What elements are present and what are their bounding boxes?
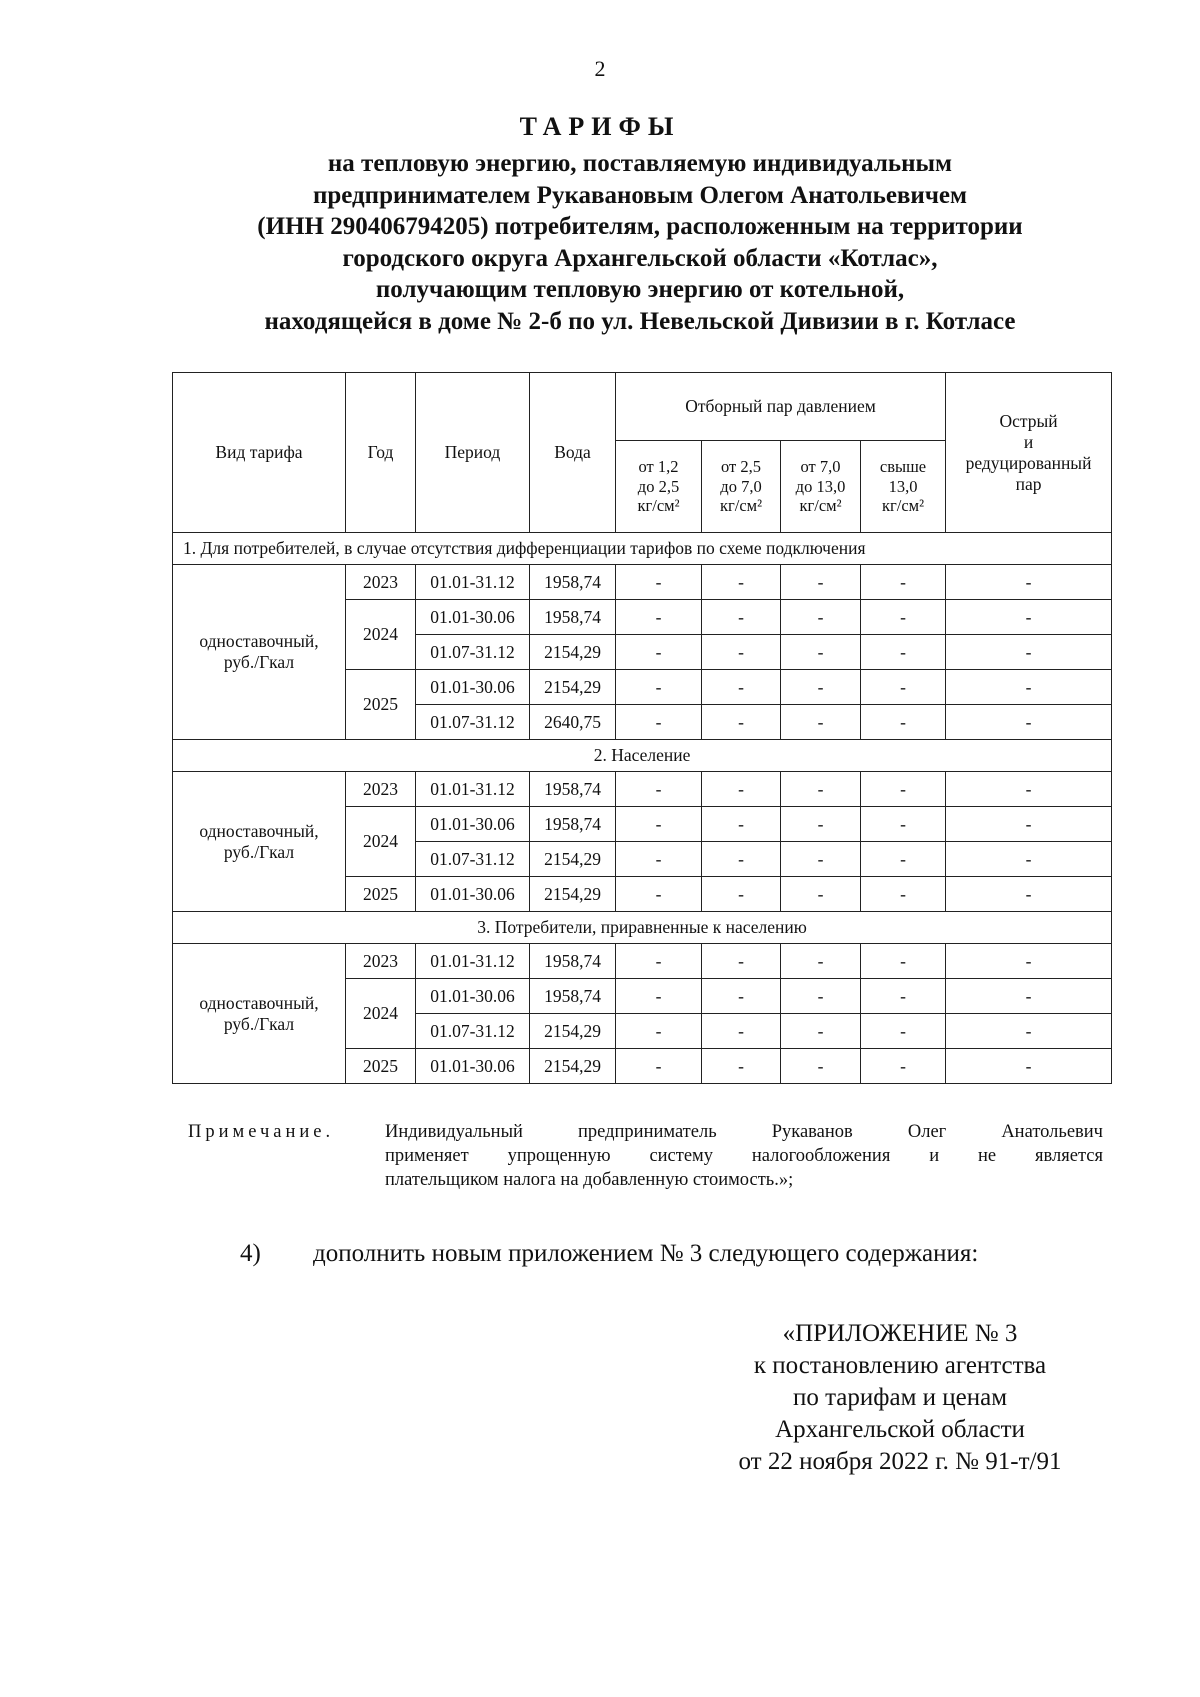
note-line: применяет упрощенную систему налогообложения и не является xyxy=(385,1146,1103,1166)
pressure-line: до 13,0 xyxy=(795,476,846,496)
period-cell: 01.01-31.12 xyxy=(416,565,530,600)
pressure-line: от 2,5 xyxy=(721,456,761,476)
steam-cell: - xyxy=(702,565,781,600)
period-cell: 01.01-30.06 xyxy=(416,877,530,912)
steam-cell: - xyxy=(702,705,781,740)
note-label: Примечание. xyxy=(188,1122,335,1142)
pressure-line: от 7,0 xyxy=(800,456,841,476)
water-cell: 1958,74 xyxy=(530,772,616,807)
section-title: 1. Для потребителей, в случае отсутствия дифференциации тарифов по схеме подключения xyxy=(173,533,1112,565)
steam-cell: - xyxy=(861,772,946,807)
steam-cell: - xyxy=(781,772,861,807)
period-cell: 01.01-30.06 xyxy=(416,670,530,705)
year-cell: 2024 xyxy=(346,807,416,877)
header-pressure-1 xyxy=(616,441,702,533)
steam-cell: - xyxy=(861,670,946,705)
steam-cell: - xyxy=(616,807,702,842)
steam-cell: - xyxy=(616,877,702,912)
subtitle-line: находящейся в доме № 2-б по ул. Невельской Дивизии в г. Котласе xyxy=(264,307,1016,335)
year-cell: 2024 xyxy=(346,979,416,1049)
sharp-steam-cell: - xyxy=(946,877,1112,912)
tariff-type-line: руб./Гкал xyxy=(223,841,295,862)
subtitle-line: на тепловую энергию, поставляемую индивидуальным xyxy=(327,150,953,177)
subtitle-line: получающим тепловую энергию от котельной, xyxy=(375,276,905,303)
steam-cell: - xyxy=(702,877,781,912)
steam-cell: - xyxy=(702,842,781,877)
sharp-steam-cell: - xyxy=(946,842,1112,877)
pressure-line: до 7,0 xyxy=(720,476,762,496)
tariff-type-line: одноставочный, xyxy=(199,631,319,651)
year-cell: 2023 xyxy=(346,565,416,600)
steam-cell: - xyxy=(781,565,861,600)
sharp-steam-cell: - xyxy=(946,979,1112,1014)
steam-cell: - xyxy=(616,705,702,740)
steam-cell: - xyxy=(861,600,946,635)
steam-cell: - xyxy=(702,807,781,842)
subtitle-line: городского округа Архангельской области «Котлас», xyxy=(342,244,938,272)
steam-cell: - xyxy=(781,877,861,912)
header-period: Период xyxy=(416,373,530,533)
water-cell: 2154,29 xyxy=(530,1014,616,1049)
sharp-steam-cell: - xyxy=(946,807,1112,842)
steam-cell: - xyxy=(616,944,702,979)
period-cell: 01.01-31.12 xyxy=(416,944,530,979)
note-text xyxy=(385,1120,1103,1192)
table-row xyxy=(173,772,1112,807)
pressure-line: до 2,5 xyxy=(637,476,680,496)
water-cell: 1958,74 xyxy=(530,979,616,1014)
header-sharp-line: и xyxy=(1023,431,1034,452)
sharp-steam-cell: - xyxy=(946,670,1112,705)
tariff-type-cell xyxy=(173,565,346,740)
water-cell: 2640,75 xyxy=(530,705,616,740)
header-sharp-steam xyxy=(946,373,1112,533)
pressure-line: кг/см² xyxy=(799,496,842,516)
sharp-steam-cell: - xyxy=(946,1049,1112,1084)
header-pressure-4 xyxy=(861,441,946,533)
subtitle-line: предпринимателем Рукавановым Олегом Анатольевичем xyxy=(312,181,968,209)
period-cell: 01.07-31.12 xyxy=(416,635,530,670)
steam-cell: - xyxy=(616,1049,702,1084)
header-year: Год xyxy=(346,373,416,533)
steam-cell: - xyxy=(861,565,946,600)
pressure-line: свыше xyxy=(879,456,927,476)
header-sharp-line: редуцированный xyxy=(965,452,1092,473)
steam-cell: - xyxy=(702,979,781,1014)
item-text: дополнить новым приложением № 3 следующего содержания: xyxy=(313,1240,979,1267)
steam-cell: - xyxy=(861,705,946,740)
header-selected-steam: Отборный пар давлением xyxy=(616,373,946,441)
annex-line: «ПРИЛОЖЕНИЕ № 3 xyxy=(782,1320,1018,1347)
steam-cell: - xyxy=(616,1014,702,1049)
period-cell: 01.01-30.06 xyxy=(416,600,530,635)
pressure-line: кг/см² xyxy=(719,496,763,516)
subtitle-line: (ИНН 290406794205) потребителям, расположенным на территории xyxy=(257,213,1023,240)
tariff-type-line: руб./Гкал xyxy=(223,1013,295,1034)
section-row xyxy=(173,740,1112,772)
water-cell: 2154,29 xyxy=(530,1049,616,1084)
item-number: 4) xyxy=(240,1240,261,1267)
document-subtitle xyxy=(150,148,1130,337)
steam-cell: - xyxy=(702,600,781,635)
table-row xyxy=(173,944,1112,979)
steam-cell: - xyxy=(781,1049,861,1084)
header-pressure-2 xyxy=(702,441,781,533)
sharp-steam-cell: - xyxy=(946,1014,1112,1049)
steam-cell: - xyxy=(616,635,702,670)
year-cell: 2023 xyxy=(346,772,416,807)
steam-cell: - xyxy=(781,705,861,740)
header-tariff-type: Вид тарифа xyxy=(173,373,346,533)
sharp-steam-cell: - xyxy=(946,600,1112,635)
steam-cell: - xyxy=(781,600,861,635)
tariff-table xyxy=(172,372,1112,1084)
sharp-steam-cell: - xyxy=(946,635,1112,670)
annex-line: Архангельской области xyxy=(775,1416,1025,1443)
water-cell: 2154,29 xyxy=(530,635,616,670)
period-cell: 01.01-31.12 xyxy=(416,772,530,807)
steam-cell: - xyxy=(702,1014,781,1049)
year-cell: 2024 xyxy=(346,600,416,670)
annex-line: к постановлению агентства xyxy=(753,1352,1047,1379)
steam-cell: - xyxy=(781,1014,861,1049)
water-cell: 1958,74 xyxy=(530,944,616,979)
header-pressure-3 xyxy=(781,441,861,533)
document-title: ТАРИФЫ xyxy=(519,112,681,141)
steam-cell: - xyxy=(781,807,861,842)
steam-cell: - xyxy=(861,877,946,912)
steam-cell: - xyxy=(702,635,781,670)
period-cell: 01.01-30.06 xyxy=(416,979,530,1014)
sharp-steam-cell: - xyxy=(946,772,1112,807)
water-cell: 1958,74 xyxy=(530,600,616,635)
sharp-steam-cell: - xyxy=(946,565,1112,600)
water-cell: 2154,29 xyxy=(530,670,616,705)
pressure-line: кг/см² xyxy=(881,496,925,516)
year-cell: 2025 xyxy=(346,877,416,912)
header-sharp-line: Острый xyxy=(999,410,1058,431)
steam-cell: - xyxy=(702,944,781,979)
sharp-steam-cell: - xyxy=(946,705,1112,740)
water-cell: 1958,74 xyxy=(530,807,616,842)
period-cell: 01.07-31.12 xyxy=(416,1014,530,1049)
annex-line: от 22 ноября 2022 г. № 91-т/91 xyxy=(738,1448,1062,1475)
tariff-type-line: одноставочный, xyxy=(199,820,319,841)
year-cell: 2023 xyxy=(346,944,416,979)
table-row xyxy=(173,565,1112,600)
steam-cell: - xyxy=(616,842,702,877)
section-row xyxy=(173,533,1112,565)
steam-cell: - xyxy=(781,842,861,877)
steam-cell: - xyxy=(861,979,946,1014)
water-cell: 2154,29 xyxy=(530,842,616,877)
steam-cell: - xyxy=(861,944,946,979)
steam-cell: - xyxy=(616,600,702,635)
annex-header xyxy=(690,1318,1110,1478)
tariff-type-line: одноставочный, xyxy=(199,992,319,1013)
steam-cell: - xyxy=(702,1049,781,1084)
steam-cell: - xyxy=(616,670,702,705)
steam-cell: - xyxy=(702,670,781,705)
section-row xyxy=(173,912,1112,944)
annex-line: по тарифам и ценам xyxy=(792,1384,1008,1411)
header-sharp-line: пар xyxy=(1015,473,1042,494)
note-line: Индивидуальный предприниматель Рукаванов Олег Анатольевич xyxy=(385,1122,1103,1142)
sharp-steam-cell: - xyxy=(946,944,1112,979)
page-number: 2 xyxy=(594,56,606,81)
section-title: 2. Население xyxy=(173,740,1112,772)
period-cell: 01.07-31.12 xyxy=(416,705,530,740)
tariff-type-cell xyxy=(173,772,346,912)
steam-cell: - xyxy=(781,979,861,1014)
year-cell: 2025 xyxy=(346,1049,416,1084)
steam-cell: - xyxy=(781,635,861,670)
steam-cell: - xyxy=(702,772,781,807)
pressure-line: от 1,2 xyxy=(638,456,679,476)
section-title: 3. Потребители, приравненные к населению xyxy=(173,912,1112,944)
steam-cell: - xyxy=(861,842,946,877)
steam-cell: - xyxy=(781,670,861,705)
period-cell: 01.01-30.06 xyxy=(416,807,530,842)
note-line: плательщиком налога на добавленную стоимость.»; xyxy=(385,1170,794,1190)
water-cell: 1958,74 xyxy=(530,565,616,600)
period-cell: 01.01-30.06 xyxy=(416,1049,530,1084)
steam-cell: - xyxy=(861,1049,946,1084)
water-cell: 2154,29 xyxy=(530,877,616,912)
steam-cell: - xyxy=(861,635,946,670)
year-cell: 2025 xyxy=(346,670,416,740)
tariff-type-cell xyxy=(173,944,346,1084)
pressure-line: 13,0 xyxy=(888,476,918,496)
tariff-type-line: руб./Гкал xyxy=(223,652,295,672)
steam-cell: - xyxy=(616,772,702,807)
steam-cell: - xyxy=(616,979,702,1014)
steam-cell: - xyxy=(861,807,946,842)
steam-cell: - xyxy=(861,1014,946,1049)
steam-cell: - xyxy=(616,565,702,600)
period-cell: 01.07-31.12 xyxy=(416,842,530,877)
steam-cell: - xyxy=(781,944,861,979)
pressure-line: кг/см² xyxy=(637,496,680,516)
header-water: Вода xyxy=(530,373,616,533)
